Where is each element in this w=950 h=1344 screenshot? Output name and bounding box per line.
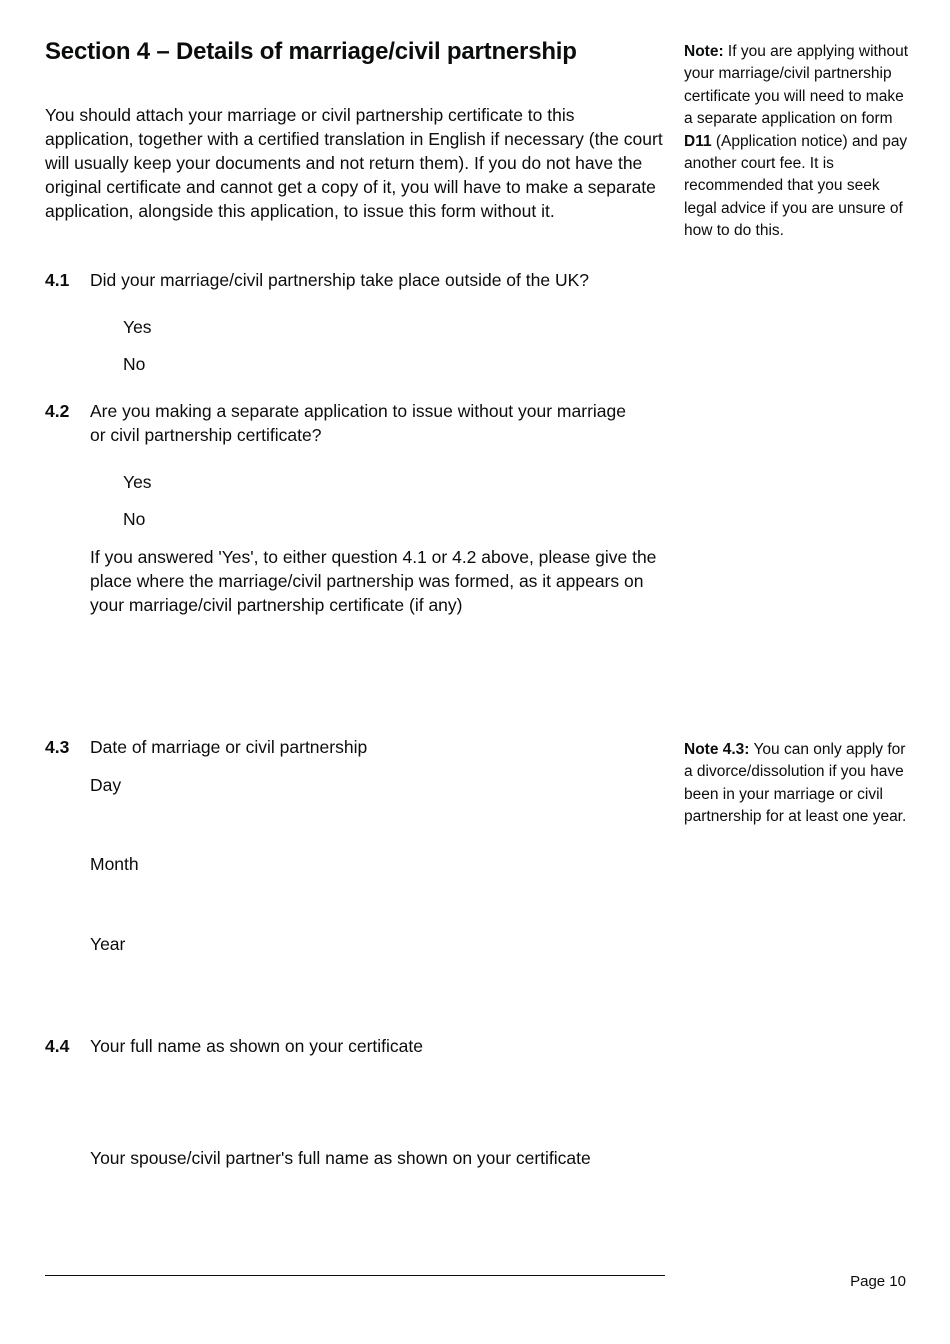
question-4-2-followup: If you answered 'Yes', to either question 4.1 or 4.2 above, please give the place where the marriage/civil partnership was formed, as it appears on your marriage/civil partnership certificate (if any): [90, 547, 657, 615]
question-4-3-month-label: Month: [90, 854, 139, 874]
note-general: [684, 41, 914, 243]
note-general-text-before: If you are applying without your marriage/civil partnership certificate you will need to make a separate application on form: [684, 43, 908, 128]
note-4-3: [684, 739, 914, 829]
note-4-3-text: You can only apply for a divorce/dissolution if you have been in your marriage or civil partnership for at least one year.: [684, 741, 907, 826]
note-4-3-label: Note 4.3:: [684, 741, 750, 758]
footer-divider: [45, 1275, 665, 1276]
question-4-3-day-label: Day: [90, 775, 122, 795]
question-4-3-year-label: Year: [90, 934, 126, 954]
question-4-3-number: 4.3: [45, 737, 70, 757]
question-4-2-option-no[interactable]: No: [123, 509, 146, 529]
note-general-form-code: D11: [684, 132, 712, 150]
page-number: Page 10: [850, 1273, 906, 1290]
question-4-3-text: Date of marriage or civil partnership: [90, 737, 368, 757]
section-title: Section 4 – Details of marriage/civil partnership: [45, 38, 577, 65]
question-4-2-text: Are you making a separate application to issue without your marriage or civil partnership certificate?: [90, 401, 626, 445]
question-4-1-number: 4.1: [45, 270, 70, 290]
question-4-1-option-no[interactable]: No: [123, 354, 146, 374]
question-4-1-text: Did your marriage/civil partnership take place outside of the UK?: [90, 270, 589, 290]
section-intro: You should attach your marriage or civil partnership certificate to this application, together with a certified translation in English if necessary (the court will usually keep your documents and not return them). If you do not have the original certificate and cannot get a copy of it, you will have to make a separate application, alongside this application, to issue this form without it.: [45, 105, 663, 221]
question-4-2-number: 4.2: [45, 401, 70, 421]
note-general-text-after: (Application notice) and pay another court fee. It is recommended that you seek legal advice if you are unsure of how to do this.: [684, 132, 908, 240]
question-4-4-text: Your full name as shown on your certificate: [90, 1036, 424, 1056]
question-4-1-option-yes[interactable]: Yes: [123, 317, 152, 337]
question-4-4-number: 4.4: [45, 1036, 70, 1056]
note-general-label: Note:: [684, 43, 724, 60]
question-4-4-spouse-text: Your spouse/civil partner's full name as shown on your certificate: [90, 1148, 591, 1168]
question-4-2-option-yes[interactable]: Yes: [123, 472, 152, 492]
